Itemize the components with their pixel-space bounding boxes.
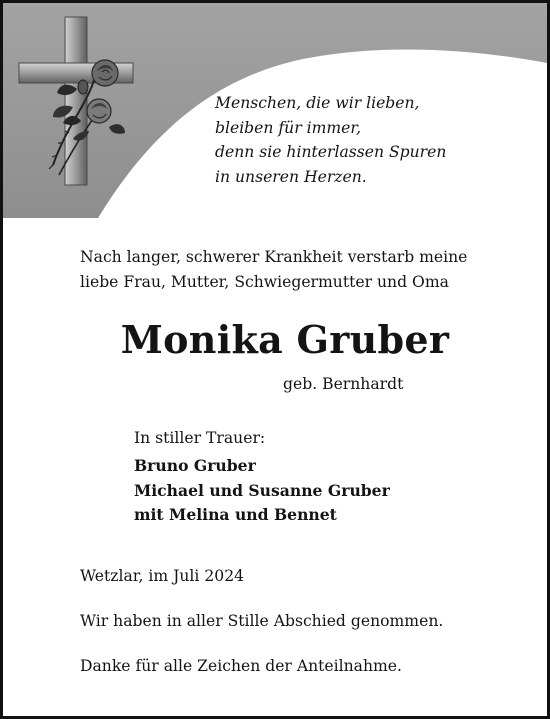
thanks-text: Danke für alle Zeichen der Anteilnahme. xyxy=(80,657,402,675)
birth-name: geb. Bernhardt xyxy=(283,375,404,393)
poem-line: denn sie hinterlassen Spuren xyxy=(215,143,447,161)
announcement-line: liebe Frau, Mutter, Schwiegermutter und Oma xyxy=(80,273,449,291)
deceased-name: Monika Gruber xyxy=(120,317,450,362)
mourning-label: In stiller Trauer: xyxy=(134,429,266,447)
farewell-text: Wir haben in aller Stille Abschied genommen. xyxy=(80,612,444,630)
mourners-list xyxy=(134,454,390,528)
announcement-text xyxy=(80,245,467,295)
poem-line: bleiben für immer, xyxy=(215,118,362,137)
mourner-name: Bruno Gruber xyxy=(134,456,256,475)
poem-line: Menschen, die wir lieben, xyxy=(215,94,420,112)
announcement-line: Nach langer, schwerer Krankheit verstarb meine xyxy=(80,248,468,266)
mourner-name: Michael und Susanne Gruber xyxy=(134,480,390,500)
place-date: Wetzlar, im Juli 2024 xyxy=(80,567,245,585)
poem-line: in unseren Herzen. xyxy=(215,167,367,186)
mourner-name: mit Melina und Bennet xyxy=(134,505,337,524)
poem xyxy=(215,91,446,189)
cross-with-roses-icon xyxy=(17,15,137,190)
